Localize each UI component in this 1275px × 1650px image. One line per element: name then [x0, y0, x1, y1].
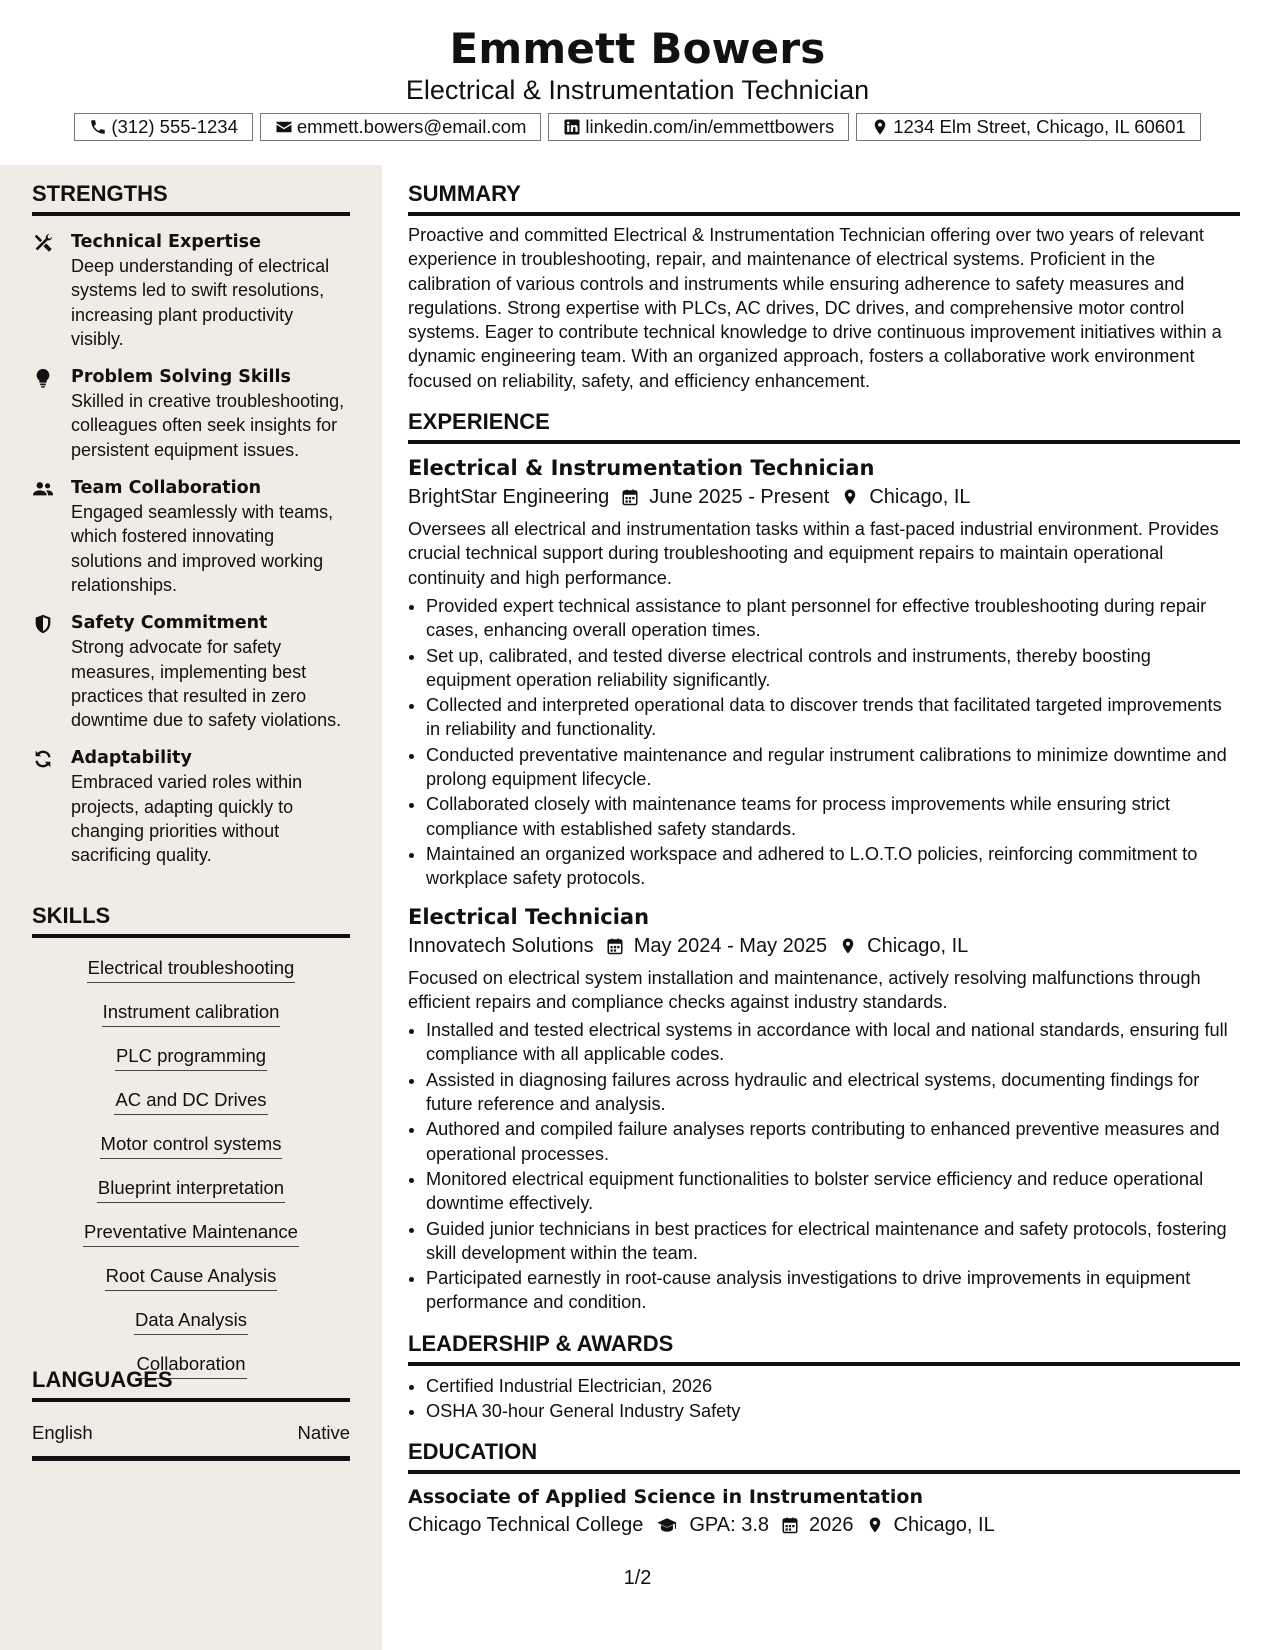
strength-desc: Engaged seamlessly with teams, which fostered innovating solutions and improved working relationships. — [71, 502, 334, 595]
awards-list — [408, 1374, 1240, 1424]
strength-title: Technical Expertise — [71, 232, 261, 252]
contact-bar — [0, 113, 1275, 141]
strengths-section — [32, 181, 350, 868]
job-entry — [408, 454, 1240, 890]
education-gpa: GPA: 3.8 — [689, 1514, 770, 1537]
address-text: 1234 Elm Street, Chicago, IL 60601 — [893, 116, 1186, 137]
strength-item — [32, 476, 350, 597]
calendar-icon — [606, 937, 624, 955]
skill-tag: Preventative Maintenance — [83, 1221, 299, 1247]
education-meta — [408, 1510, 1240, 1540]
job-description: Focused on electrical system installation and maintenance, actively resolving malfunctions through efficient repairs and compliance checks against industry standards. — [408, 967, 1201, 1012]
job-meta — [408, 482, 1240, 512]
job-meta — [408, 931, 1240, 961]
job-bullet: • Provided expert technical assistance to plant personnel for effective troubleshooting during repair cases, enhancing overall operation times. — [426, 594, 1240, 643]
strength-title: Team Collaboration — [71, 478, 262, 499]
linkedin-icon — [563, 118, 581, 136]
skill-tag: Blueprint interpretation — [97, 1177, 285, 1203]
linkedin-text: linkedin.com/in/emmettbowers — [585, 116, 835, 137]
contact-phone[interactable] — [74, 113, 253, 141]
education-degree: Associate of Applied Science in Instrumentation — [408, 1486, 923, 1509]
strength-desc: Skilled in creative troubleshooting, colleagues often seek insights for persistent equipment issues. — [71, 391, 345, 460]
education-heading: EDUCATION — [408, 1439, 1240, 1474]
education-school: Chicago Technical College — [408, 1514, 644, 1537]
map-pin-icon — [841, 488, 859, 506]
refresh-icon — [32, 748, 54, 770]
skills-section — [32, 903, 350, 1388]
calendar-icon — [621, 488, 639, 506]
award-item: • Certified Industrial Electrician, 2026 — [426, 1374, 1240, 1398]
job-bullet: • Collaborated closely with maintenance teams for process improvements while ensuring strict compliance with established safety standards. — [426, 792, 1240, 841]
skill-tag: Instrument calibration — [102, 1001, 281, 1027]
users-icon — [32, 478, 54, 500]
language-name: English — [32, 1422, 93, 1443]
job-company: Innovatech Solutions — [408, 934, 594, 957]
job-bullets — [408, 594, 1240, 891]
tools-icon — [32, 232, 54, 254]
job-bullet: • Assisted in diagnosing failures across hydraulic and electrical systems, documenting findings for future reference and analysis. — [426, 1068, 1240, 1117]
calendar-icon — [781, 1516, 799, 1534]
strength-desc: Embraced varied roles within projects, adapting quickly to changing priorities without sacrificing quality. — [71, 772, 303, 866]
job-title: Electrical & Instrumentation Technician — [408, 456, 875, 481]
sidebar — [0, 165, 382, 1650]
job-dates: May 2024 - May 2025 — [633, 934, 828, 957]
email-text: emmett.bowers@email.com — [296, 116, 527, 137]
job-location: Chicago, IL — [867, 934, 969, 957]
experience-heading: EXPERIENCE — [408, 409, 1240, 444]
strength-title: Safety Commitment — [71, 613, 268, 634]
strength-desc: Strong advocate for safety measures, implementing best practices that resulted in zero downtime due to safety violations. — [71, 637, 342, 731]
job-location: Chicago, IL — [869, 486, 971, 509]
education-year: 2026 — [809, 1514, 854, 1537]
skill-tag: Data Analysis — [134, 1309, 248, 1335]
job-dates: June 2025 - Present — [649, 486, 830, 509]
candidate-title: Electrical & Instrumentation Technician — [405, 75, 870, 105]
strength-title: Problem Solving Skills — [71, 367, 291, 388]
summary-heading: SUMMARY — [408, 181, 1240, 216]
phone-icon — [89, 118, 107, 136]
job-bullet: • Monitored electrical equipment functionalities to bolster service efficiency and reduce operational downtime effectively. — [426, 1167, 1240, 1216]
job-bullet: • Installed and tested electrical systems in accordance with local and national standards, ensuring full compliance with all applicable codes. — [426, 1018, 1240, 1067]
skill-tag: AC and DC Drives — [114, 1089, 267, 1115]
language-level: Native — [297, 1422, 350, 1443]
phone-text: (312) 555-1234 — [111, 116, 238, 137]
job-entry — [408, 903, 1240, 1315]
job-bullet: • Maintained an organized workspace and adhered to L.O.T.O policies, reinforcing commitment to workplace safety protocols. — [426, 842, 1240, 891]
contact-linkedin[interactable] — [548, 113, 849, 141]
strength-item — [32, 365, 350, 462]
envelope-icon — [275, 118, 293, 136]
strength-item — [32, 746, 350, 867]
languages-section — [32, 1367, 350, 1461]
education-location: Chicago, IL — [893, 1514, 995, 1537]
map-pin-icon — [839, 937, 857, 955]
strength-item — [32, 611, 350, 732]
contact-email[interactable] — [260, 113, 542, 141]
job-bullet: • Authored and compiled failure analyses reports contributing to enhanced preventive measures and operational processes. — [426, 1117, 1240, 1166]
main-content — [408, 181, 1240, 1540]
job-bullet: • Set up, calibrated, and tested diverse electrical controls and instruments, thereby boosting equipment operation reliability significantly. — [426, 644, 1240, 693]
award-item: • OSHA 30-hour General Industry Safety — [426, 1399, 1240, 1423]
job-title: Electrical Technician — [408, 904, 650, 929]
strength-desc: Deep understanding of electrical systems led to swift resolutions, increasing plant productivity visibly. — [71, 256, 330, 349]
summary-text: Proactive and committed Electrical & Instrumentation Technician offering over two years of relevant experience in troubleshooting, repair, and maintenance of electrical systems. Proficient in the calibration of various controls and instruments while ensuring adherence to safety measures and regulations. Strong expertise with PLCs, AC drives, DC drives, and comprehensive motor control systems. Eager to contribute technical knowledge to drive continuous improvement initiatives within a dynamic engineering team. With an organized approach, fosters a collaborative work environment focused on reliability, safety, and efficiency enhancement. — [408, 225, 1222, 391]
job-bullet: • Guided junior technicians in best practices for electrical maintenance and safety protocols, fostering skill development within the team. — [426, 1217, 1240, 1266]
page-number: 1/2 — [623, 1567, 652, 1589]
job-bullet: • Conducted preventative maintenance and regular instrument calibrations to minimize downtime and prolong equipment lifecycle. — [426, 743, 1240, 792]
languages-heading: LANGUAGES — [32, 1367, 350, 1402]
strength-title: Adaptability — [71, 748, 192, 769]
skills-list — [32, 948, 350, 1388]
skill-tag: Electrical troubleshooting — [87, 957, 296, 983]
skill-tag: Collaboration — [135, 1353, 246, 1379]
job-bullet: • Participated earnestly in root-cause analysis investigations to drive improvements in equipment performance and condition. — [426, 1266, 1240, 1315]
contact-address[interactable] — [856, 113, 1200, 141]
shield-icon — [32, 613, 54, 635]
language-row — [32, 1422, 350, 1461]
awards-heading: LEADERSHIP & AWARDS — [408, 1331, 1240, 1366]
strength-item — [32, 230, 350, 351]
job-description: Oversees all electrical and instrumentation tasks within a fast-paced industrial environment. Provides crucial technical support during troubleshooting and equipment repairs to maintain operational continuity and high performance. — [408, 519, 1219, 588]
lightbulb-icon — [32, 367, 54, 389]
candidate-name: Emmett Bowers — [449, 24, 826, 73]
skill-tag: PLC programming — [115, 1045, 267, 1071]
map-pin-icon — [866, 1516, 884, 1534]
skill-tag: Motor control systems — [100, 1133, 283, 1159]
map-pin-icon — [871, 118, 889, 136]
job-bullets — [408, 1018, 1240, 1315]
strengths-heading: STRENGTHS — [32, 181, 350, 216]
job-company: BrightStar Engineering — [408, 486, 610, 509]
job-bullet: • Collected and interpreted operational data to discover trends that facilitated targeted improvements in reliability and functionality. — [426, 693, 1240, 742]
skill-tag: Root Cause Analysis — [105, 1265, 278, 1291]
skills-heading: SKILLS — [32, 903, 350, 938]
graduation-cap-icon — [655, 1516, 679, 1534]
